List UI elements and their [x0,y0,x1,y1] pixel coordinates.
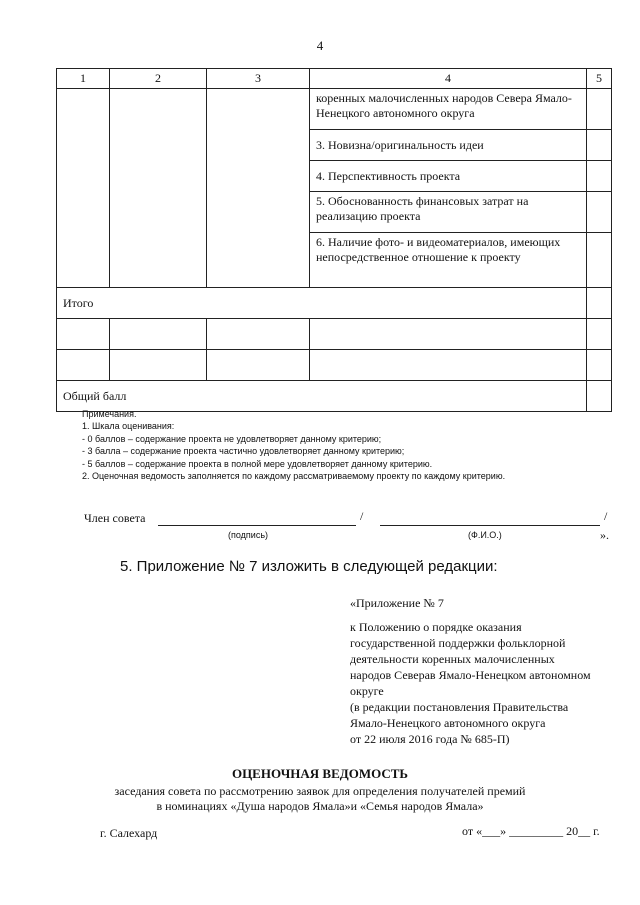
slash-separator: / [360,509,364,523]
empty-cell [110,319,207,350]
empty-cell [587,319,612,350]
criterion-cell: 3. Новизна/оригинальность идеи [310,130,587,161]
page-number: 4 [316,38,324,53]
score-cell [587,89,612,130]
criterion-cell: 5. Обоснованность финансовых затрат на реализацию проекта [310,192,587,233]
overall-label: Общий балл [57,381,587,412]
appendix-block [350,595,620,747]
table-header-row [57,69,612,89]
empty-cell [587,350,612,381]
date-field: от «___» _________ 20__ г. [462,824,600,838]
score-cell [587,130,612,161]
name-caption: (Ф.И.О.) [468,530,502,540]
header-cell-1: 1 [57,69,110,89]
total-score-cell [587,288,612,319]
appendix-line: Ямало-Ненецкого автономного округа [350,716,546,730]
empty-cell [310,319,587,350]
empty-row [57,319,612,350]
note-line: - 3 балла – содержание проекта частично удовлетворяет данному критерию; [82,446,405,457]
document-title: ОЦЕНОЧНАЯ ВЕДОМОСТЬ [231,766,409,781]
empty-cell [57,319,110,350]
empty-cell [110,350,207,381]
criterion-cell: 6. Наличие фото- и видеоматериалов, имеющих непосредственное отношение к проекту [310,233,587,288]
subtitle-line: заседания совета по рассмотрению заявок для определения получателей премий [114,784,526,798]
signature-line [158,525,356,526]
appendix-line: государственной поддержки фольклорной [350,636,566,650]
note-line: 1. Шкала оценивания: [82,421,175,432]
project-number-cell [57,89,110,288]
closing-quote: ». [600,528,609,542]
header-cell-3: 3 [207,69,310,89]
appendix-line: деятельности коренных малочисленных [350,652,555,666]
score-cell [587,192,612,233]
document-subtitle [0,784,640,814]
empty-cell [310,350,587,381]
total-label: Итого [57,288,587,319]
empty-cell [207,319,310,350]
criterion-cell: коренных малочисленных народов Севера Ямало-Ненецкого автономного округа [310,89,587,130]
criterion-cell: 4. Перспективность проекта [310,161,587,192]
section-heading: 5. Приложение № 7 изложить в следующей редакции: [120,558,498,575]
appendix-line: округе [350,684,384,698]
city-label: г. Салехард [100,826,158,840]
applicant-cell [207,89,310,288]
slash-separator: / [604,509,608,523]
subtitle-line: в номинациях «Душа народов Ямала»и «Семья народов Ямала» [156,799,484,813]
note-line: - 5 баллов – содержание проекта в полной мере удовлетворяет данному критерию. [82,458,433,469]
overall-score-cell [587,381,612,412]
total-row [57,288,612,319]
appendix-line: от 22 июля 2016 года № 685-П) [350,732,510,746]
table-row [57,89,612,130]
score-cell [587,233,612,288]
notes-title: Примечания. [82,409,137,419]
empty-cell [57,350,110,381]
appendix-line: к Положению о порядке оказания [350,620,522,634]
council-member-label: Член совета [84,511,146,525]
evaluation-table [56,68,612,412]
header-cell-5: 5 [587,69,612,89]
signature-caption: (подпись) [228,530,269,540]
overall-row [57,381,612,412]
note-line: - 0 баллов – содержание проекта не удовлетворяет данному критерию; [82,433,382,444]
project-name-cell [110,89,207,288]
empty-row [57,350,612,381]
appendix-line: народов Северав Ямало-Ненецком автономном [350,668,591,682]
empty-cell [207,350,310,381]
name-line [380,525,600,526]
score-cell [587,161,612,192]
note-line: 2. Оценочная ведомость заполняется по каждому рассматриваемому проекту по каждому критерию. [82,471,506,482]
header-cell-2: 2 [110,69,207,89]
appendix-title: «Приложение № 7 [350,596,444,610]
appendix-line: (в редакции постановления Правительства [350,700,569,714]
header-cell-4: 4 [310,69,587,89]
notes-block [82,408,505,482]
